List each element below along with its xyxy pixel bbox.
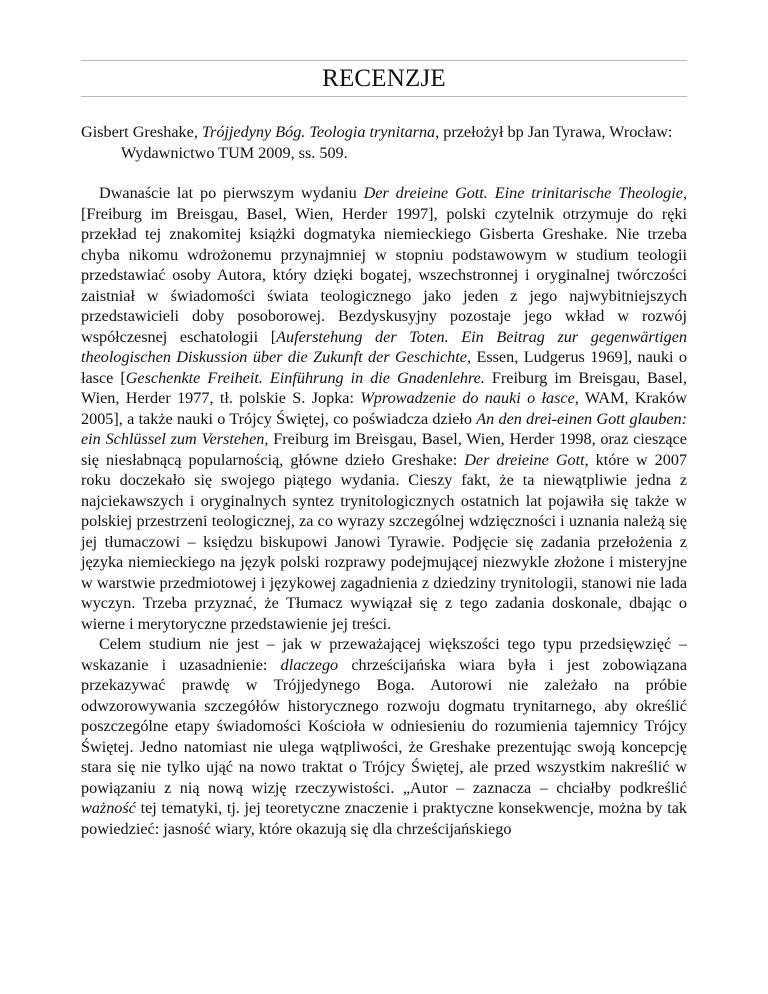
text-run: Freiburg im Breisgau, Basel, Wien, Herder 1977, tł. polskie S. Jopka: (81, 368, 687, 407)
section-title: RECENZJE (322, 65, 446, 92)
text-run: , które w 2007 roku doczekało się swojego piątego wydania. Cieszy fakt, że ta niewątpliwie jedna z najciekawszych i oryginalnych syntez trynitologicznych ostatnich lat pojawiła się także w polskiej przestrzeni teologicznej, za co wyrazy szczególnej wdzięczności i uznania należą się jej tłumaczowi – księdzu biskupowi Janowi Tyrawie. Podjęcie się zadania przełożenia z języka niemieckiego na język polski rozprawy podejmującej niezwykle złożone i misteryjne w warstwie przedmiotowej i językowej zagadnienia z dziedziny trynitologii, stanowi nie lada wyczyn. Trzeba przyznać, że Tłumacz wywiązał się z tego zadania doskonale, dbając o wierne i merytoryczne przedstawienie jej treści. (81, 450, 688, 633)
italic-phrase: ważność (81, 799, 136, 817)
text-run: tej tematyki, tj. jej teoretyczne znaczenie i praktyczne konsekwencje, można by tak powiedzieć: jasność wiary, które okazują się dla chrześcijańskiego (81, 799, 687, 838)
italic-phrase: Geschenkte Freiheit. Einführung in die Gnadenlehre. (125, 368, 485, 387)
italic-phrase: Der dreieine Gott. Eine trinitarische Theologie, (363, 184, 687, 202)
header-top-rule (81, 60, 687, 61)
paragraph-2 (81, 634, 687, 839)
text-run: Dwanaście lat po pierwszym wydaniu (99, 184, 364, 202)
text-run: chrześcijańska wiara była i jest zobowiązana przekazywać prawdę w Trójjedynego Boga. Autorowi nie zależało na próbie odwzorowywania szczegółów historycznego rozwoju dogmatu trynitarnego, aby określić poszczególne etapy świadomości Kościoła w odniesieniu do rozumienia tajemnicy Trójcy Świętej. Jedno natomiast nie ulega wątpliwości, że Greshake prezentując swoją koncepcję stara się nie tylko ująć na nowo traktat o Trójcy Świętej, ale przed wszystkim nakreślić w powiązaniu z nią nową wizję rzeczywistości. „Autor – zaznacza – chciałby podkreślić (81, 655, 687, 797)
text-run: [Freiburg im Breisgau, Basel, Wien, Herder 1997], polski czytelnik otrzymuje do ręki przekład tej znakomitej książki dogmatyka niemieckiego Gisberta Greshake. Nie trzeba chyba nikomu wdrożonemu przynajmniej w stopniu podstawowym w studium teologii przedstawiać osoby Autora, który dzięki bogatej, wszechstronnej i oryginalnej twórczości zaistniał w świadomości świata teologicznego jako jeden z jego najwybitniejszych przedstawicieli doby posoborowej. Bezdyskusyjny pozostaje jego wkład w rozwój współczesnej eschatologii [ (81, 204, 687, 346)
review-page (81, 60, 687, 839)
header-bottom-rule (81, 96, 687, 97)
text-run: Freiburg im Breisgau, Basel, Wien, Herder 1998, oraz cieszące się niesłabnącą popularnością, główne dzieło Greshake: (81, 430, 687, 469)
italic-phrase: Der dreieine Gott (464, 450, 585, 469)
citation-publication: , przełożył bp Jan Tyrawa, Wrocław: Wydawnictwo TUM 2009, ss. 509. (121, 123, 673, 162)
text-run: WAM, Kraków 2005], a także nauki o Trójcy Świętej, co poświadcza dzieło (81, 389, 687, 428)
citation-author: Gisbert Greshake, (81, 123, 202, 141)
italic-phrase: Auferstehung der Toten. Ein Beitrag zur gegenwärtigen theologischen Diskussion über die Zukunft der Geschichte, (81, 327, 687, 366)
book-citation (81, 122, 687, 163)
italic-phrase: An den drei-einen Gott glauben: ein Schlüssel zum Verstehen, (81, 409, 687, 448)
italic-phrase: Wprowadzenie do nauki o łasce, (360, 389, 579, 407)
review-body (81, 183, 687, 839)
paragraph-1 (81, 183, 687, 634)
italic-phrase: dlaczego (280, 655, 339, 674)
citation-book-title: Trójjedyny Bóg. Teologia trynitarna (201, 123, 436, 141)
text-run: Essen, Ludgerus 1969], nauki o łasce [ (81, 348, 688, 387)
text-run: Celem studium nie jest – jak w przeważającej większości tego typu przedsięwzięć – wskazanie i uzasadnienie: (81, 635, 687, 674)
